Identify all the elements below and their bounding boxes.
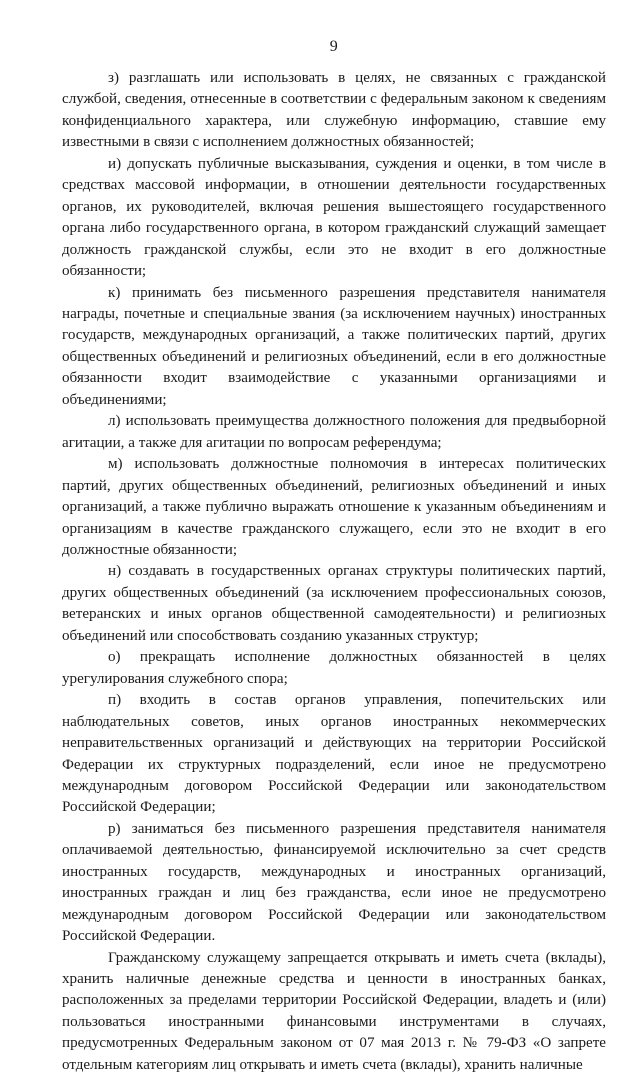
paragraph-prohibition: Гражданскому служащему запрещается открывать и иметь счета (вклады), хранить наличные денежные средства и ценности в иностранных банках, расположенных за пределами территории Российской Федерации, владеть и (или) пользоваться иностранными финансовыми инструментами в случаях, предусмотренных Федеральным законом от 07 мая 2013 г. № 79-ФЗ «О запрете отдельным категориям лиц открывать и иметь счета (вклады), хранить наличные [62, 949, 606, 1073]
paragraph-k: к) принимать без письменного разрешения представителя нанимателя награды, почетные и специальные звания (за исключением научных) иностранных государств, международных организаций, а также политических партий, других общественных объединений и религиозных объединений, если в его должностные обязанности входит взаимодействие с указанными организациями и объединениями; [62, 284, 606, 408]
paragraph-z: з) разглашать или использовать в целях, не связанных с гражданской службой, сведения, отнесенные в соответствии с федеральным законом к сведениям конфиденциального характера, или служебную информацию, ставшие ему известными в связи с исполнением должностных обязанностей; [62, 70, 606, 151]
document-body [62, 68, 606, 1076]
page-number: 9 [329, 38, 339, 55]
paragraph-n: н) создавать в государственных органах структуры политических партий, других общественных объединений (за исключением профессиональных союзов, ветеранских и иных органов общественной самодеятельности) и религиозных объединений или способствовать созданию указанных структур; [62, 563, 606, 644]
paragraph-r: р) заниматься без письменного разрешения представителя нанимателя оплачиваемой деятельностью, финансируемой исключительно за счет средств иностранных государств, международных и иностранных организаций, иностранных граждан и лиц без гражданства, если иное не предусмотрено международным договором Российской Федерации или законодательством Российской Федерации. [62, 820, 606, 945]
paragraph-i: и) допускать публичные высказывания, суждения и оценки, в том числе в средствах массовой информации, в отношении деятельности государственных органов, их руководителей, включая решения вышестоящего государственного органа либо государственного органа, в котором гражданский служащий замещает должность гражданской службы, если это не входит в его должностные обязанности; [62, 155, 606, 280]
paragraph-o: о) прекращать исполнение должностных обязанностей в целях урегулирования служебного спора; [62, 649, 606, 687]
paragraph-l: л) использовать преимущества должностного положения для предвыборной агитации, а также для агитации по вопросам референдума; [62, 413, 606, 451]
paragraph-m: м) использовать должностные полномочия в интересах политических партий, других общественных объединений, религиозных объединений и иных организаций, а также публично выражать отношение к указанным объединениям и организациям в качестве гражданского служащего, если это не входит в его должностные обязанности; [62, 456, 606, 558]
paragraph-p: п) входить в состав органов управления, попечительских или наблюдательных советов, иных органов иностранных некоммерческих неправительственных организаций и действующих на территории Российской Федерации их структурных подразделений, если иное не предусмотрено международным договором Российской Федерации или законодательством Российской Федерации; [62, 692, 606, 816]
